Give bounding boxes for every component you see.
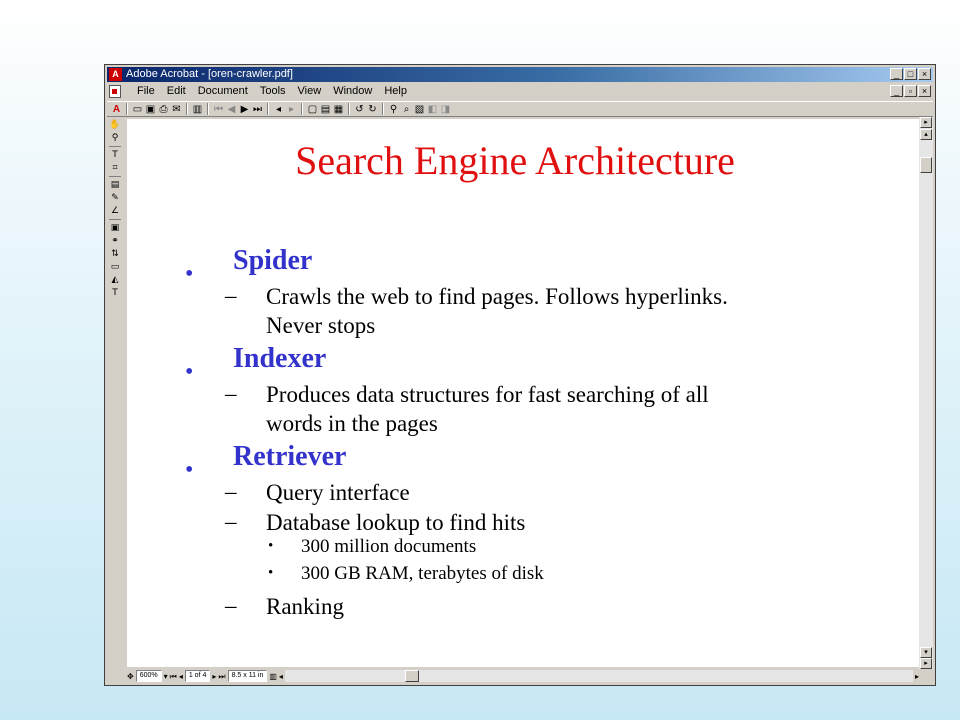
- find-icon[interactable]: ⚲: [389, 103, 398, 115]
- zoom-field[interactable]: 600%: [136, 670, 162, 682]
- toolbar: [107, 101, 933, 117]
- line-icon[interactable]: ∠: [110, 206, 120, 216]
- maximize-button[interactable]: □: [904, 68, 917, 80]
- heading-retriever: Retriever: [233, 441, 347, 472]
- bullet: •: [268, 538, 274, 554]
- document-icon[interactable]: [109, 85, 121, 98]
- pdf-page[interactable]: [127, 119, 919, 667]
- article-icon[interactable]: ⇅: [111, 249, 119, 259]
- note-icon[interactable]: ▤: [110, 180, 120, 190]
- rotate-right-icon[interactable]: ↻: [368, 103, 377, 115]
- menu-view[interactable]: View: [297, 85, 322, 97]
- next-page-icon[interactable]: ▶: [240, 103, 249, 115]
- retriever-bullet-documents: 300 million documents: [301, 536, 477, 557]
- retriever-bullet-ram: 300 GB RAM, terabytes of disk: [301, 563, 544, 584]
- indexer-desc-line2: words in the pages: [266, 411, 438, 436]
- acrobat-window: [104, 64, 936, 686]
- heading-spider: Spider: [233, 245, 313, 276]
- touchup-text-icon[interactable]: T: [112, 288, 118, 298]
- retriever-database-lookup: Database lookup to find hits: [266, 510, 526, 535]
- scroll-up-arrow-icon[interactable]: ▴: [920, 129, 932, 140]
- retriever-ranking: Ranking: [266, 594, 344, 619]
- dash: –: [225, 479, 237, 504]
- save-icon[interactable]: ▣: [145, 103, 156, 115]
- spider-desc-line1: Crawls the web to find pages. Follows hyperlinks.: [266, 284, 728, 309]
- go-forward-icon[interactable]: ▸: [288, 103, 295, 115]
- next-page-small-icon[interactable]: ▸: [212, 671, 217, 681]
- zoom-dropdown-icon[interactable]: ▾: [163, 671, 168, 681]
- menu-bar: [107, 83, 933, 100]
- page-number-field[interactable]: 1 of 4: [185, 670, 211, 682]
- menu-window[interactable]: Window: [333, 85, 373, 97]
- menu-document[interactable]: Document: [197, 85, 248, 97]
- vertical-scroll-thumb[interactable]: [920, 157, 932, 173]
- dash: –: [225, 381, 237, 406]
- last-page-icon[interactable]: ⏭: [253, 103, 262, 115]
- retriever-query-interface: Query interface: [266, 480, 410, 505]
- page-size-field: 8.5 x 11 in: [228, 670, 268, 682]
- menu-edit[interactable]: Edit: [166, 85, 186, 97]
- next-highlight-icon[interactable]: ◨: [440, 103, 451, 115]
- touchup-icon[interactable]: ◭: [111, 275, 119, 285]
- doc-close-button[interactable]: ×: [918, 85, 931, 97]
- prev-page-icon[interactable]: ◀: [227, 103, 236, 115]
- fit-width-icon[interactable]: ▦: [333, 103, 344, 115]
- bullet: •: [185, 457, 194, 483]
- text-select-icon[interactable]: T: [112, 150, 118, 160]
- prev-page-small-icon[interactable]: ◂: [178, 671, 183, 681]
- horizontal-scroll-thumb[interactable]: [405, 670, 419, 682]
- scroll-left-arrow-icon[interactable]: ◂: [278, 671, 283, 681]
- search-icon[interactable]: ⌕: [403, 103, 410, 115]
- move-icon[interactable]: ✥: [127, 671, 134, 681]
- title-bar[interactable]: [107, 67, 933, 82]
- bullet: •: [268, 565, 274, 581]
- acrobat-app-icon[interactable]: A: [109, 68, 122, 81]
- horizontal-scrollbar[interactable]: [285, 670, 913, 682]
- close-button[interactable]: ×: [918, 68, 931, 80]
- scroll-right-arrow-icon[interactable]: ▸: [914, 671, 919, 681]
- link-icon[interactable]: ⚭: [111, 236, 119, 246]
- crop-icon[interactable]: ⌗: [112, 163, 118, 173]
- page-layout-icon[interactable]: ▥: [269, 671, 277, 681]
- show-hide-icon[interactable]: ▥: [192, 103, 203, 115]
- slide-title: Search Engine Architecture: [295, 138, 735, 183]
- dash: –: [225, 509, 237, 534]
- scroll-down-arrow-icon[interactable]: ▾: [920, 647, 932, 658]
- email-icon[interactable]: ✉: [172, 103, 181, 115]
- window-title: Adobe Acrobat - [oren-crawler.pdf]: [126, 68, 293, 80]
- spider-desc-line2: Never stops: [266, 313, 376, 338]
- tools-palette: [107, 119, 123, 331]
- page-up-arrow-icon[interactable]: ▸: [920, 117, 932, 128]
- menu-help[interactable]: Help: [384, 85, 407, 97]
- doc-restore-button[interactable]: ▫: [904, 85, 917, 97]
- bullet: •: [185, 261, 194, 287]
- zoom-tool-icon[interactable]: ⚲: [111, 133, 119, 143]
- print-icon[interactable]: ⎙: [159, 103, 168, 115]
- go-back-icon[interactable]: ◂: [275, 103, 282, 115]
- status-bar: [127, 669, 919, 683]
- heading-indexer: Indexer: [233, 343, 327, 374]
- form-icon[interactable]: ▭: [110, 262, 120, 272]
- dash: –: [225, 283, 237, 308]
- rotate-left-icon[interactable]: ↺: [355, 103, 364, 115]
- hand-tool-icon[interactable]: ✋: [109, 120, 121, 130]
- search-results-icon[interactable]: ▧: [414, 103, 425, 115]
- acrobat-logo-icon: A: [112, 103, 121, 115]
- dash: –: [225, 593, 237, 618]
- actual-size-icon[interactable]: ▢: [307, 103, 318, 115]
- doc-minimize-button[interactable]: _: [890, 85, 903, 97]
- bullet: •: [185, 359, 194, 385]
- menu-file[interactable]: File: [137, 85, 155, 97]
- last-page-small-icon[interactable]: ⏭: [218, 671, 226, 681]
- menu-tools[interactable]: Tools: [259, 85, 286, 97]
- fit-page-icon[interactable]: ▤: [320, 103, 331, 115]
- prev-highlight-icon[interactable]: ◧: [427, 103, 438, 115]
- open-icon[interactable]: ▭: [132, 103, 143, 115]
- movie-icon[interactable]: ▣: [110, 223, 120, 233]
- pencil-icon[interactable]: ✎: [111, 193, 119, 203]
- page-down-arrow-icon[interactable]: ▸: [920, 658, 932, 669]
- indexer-desc-line1: Produces data structures for fast searching of all: [266, 382, 709, 407]
- first-page-icon[interactable]: ⏮: [214, 103, 223, 115]
- vertical-scrollbar[interactable]: [919, 117, 933, 669]
- minimize-button[interactable]: _: [890, 68, 903, 80]
- first-page-small-icon[interactable]: ⏮: [169, 671, 177, 681]
